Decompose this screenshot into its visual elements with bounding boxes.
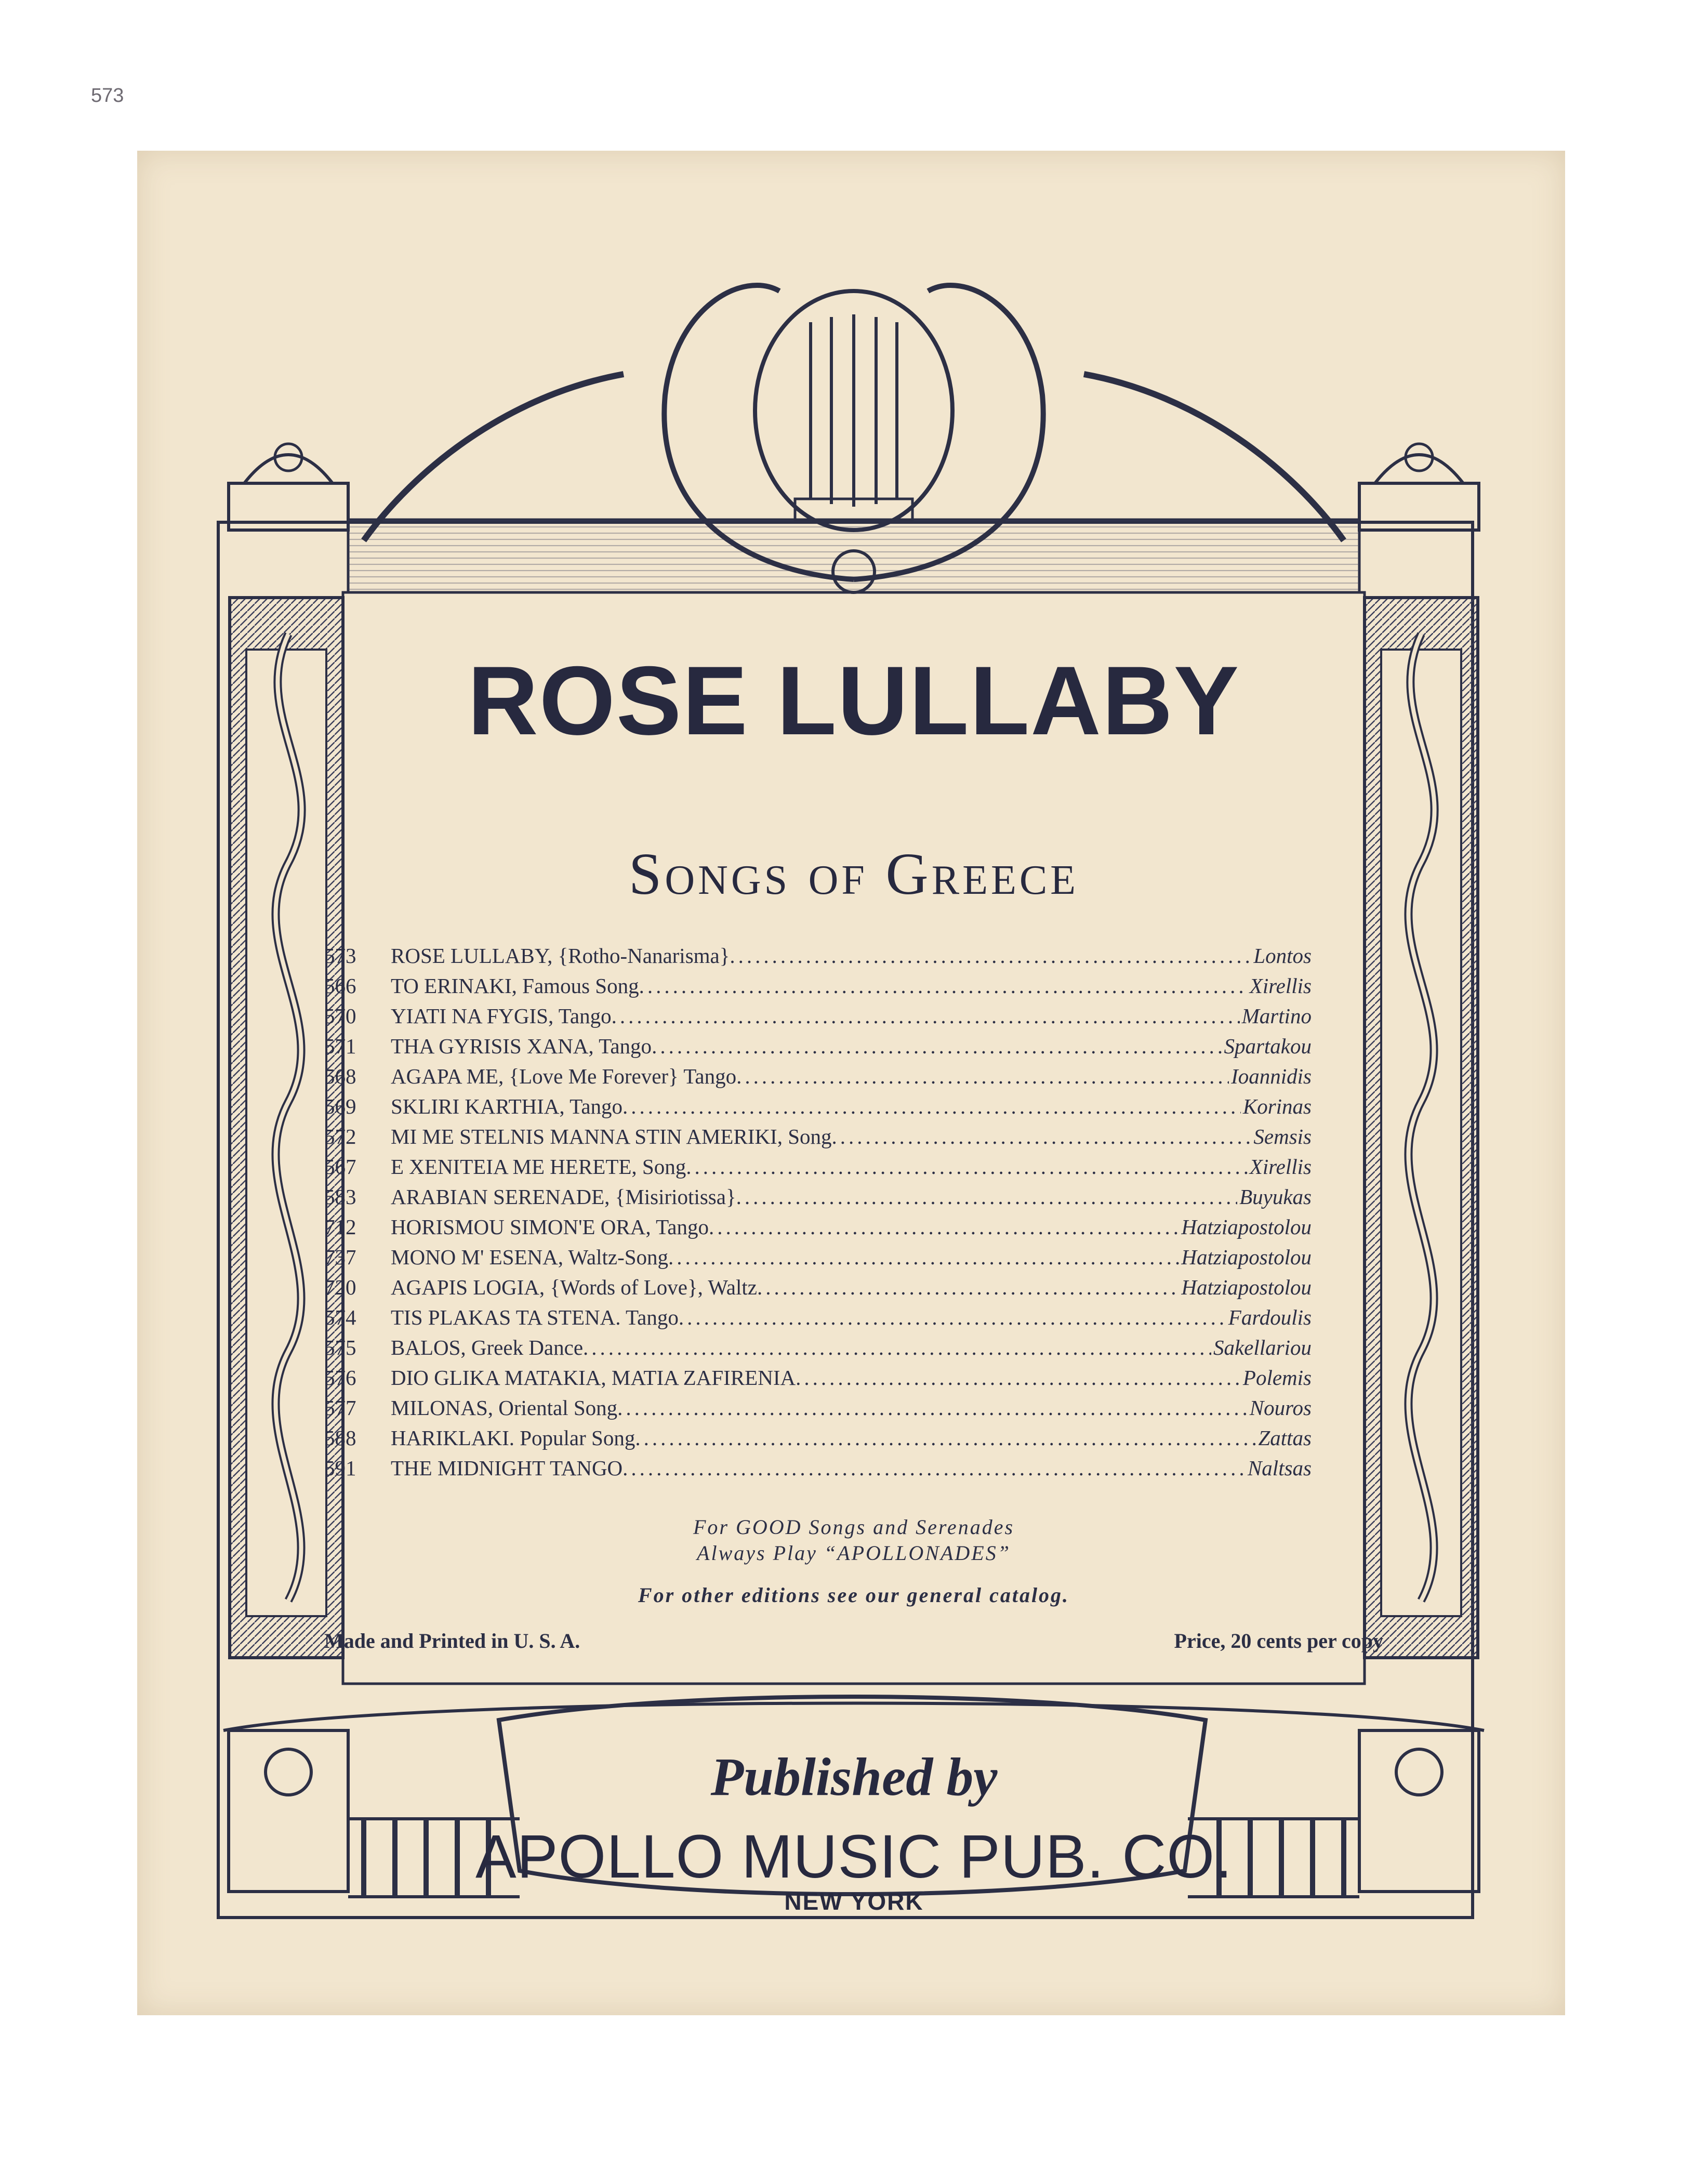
song-title: THA GYRISIS XANA, Tango — [391, 1034, 652, 1058]
catalog-note: For other editions see our general catalog. — [638, 1583, 1070, 1607]
dot-leader — [652, 1031, 1222, 1061]
dot-leader — [583, 1332, 1211, 1363]
song-list-item — [324, 941, 1312, 971]
song-list-item — [324, 1152, 1312, 1182]
song-composer: Xirellis — [1249, 1155, 1312, 1179]
song-composer: Fardoulis — [1228, 1305, 1312, 1329]
song-composer: Zattas — [1258, 1426, 1312, 1450]
song-list-item — [324, 1121, 1312, 1152]
made-in-usa: Made and Printed in U. S. A. — [324, 1629, 580, 1653]
song-title: TIS PLAKAS TA STENA. Tango — [391, 1305, 679, 1329]
song-title: HORISMOU SIMON'E ORA, Tango — [391, 1215, 709, 1239]
song-title: YIATI NA FYGIS, Tango — [391, 1004, 612, 1028]
song-title: ROSE LULLABY, {Rotho-Nanarisma} — [391, 944, 730, 968]
song-composer: Lontos — [1253, 944, 1312, 968]
dot-leader — [679, 1302, 1226, 1332]
song-list-item — [324, 1453, 1312, 1483]
dot-leader — [639, 971, 1248, 1001]
song-number: 588 — [324, 1426, 356, 1450]
dot-leader — [736, 1061, 1229, 1091]
song-list-item — [324, 1091, 1312, 1121]
dot-leader — [832, 1121, 1252, 1152]
song-number: 568 — [324, 1064, 356, 1088]
song-number: 720 — [324, 1275, 356, 1299]
dot-leader — [617, 1393, 1248, 1423]
song-list — [324, 941, 1312, 1483]
dot-leader — [736, 1182, 1237, 1212]
song-list-item — [324, 1061, 1312, 1091]
song-number: 574 — [324, 1305, 356, 1329]
song-number: 737 — [324, 1245, 356, 1269]
song-composer: Semsis — [1253, 1125, 1312, 1148]
song-composer: Ioannidis — [1231, 1064, 1312, 1088]
song-composer: Korinas — [1242, 1094, 1312, 1118]
song-title: MILONAS, Oriental Song — [391, 1396, 618, 1420]
song-number: 573 — [324, 944, 356, 968]
song-title: ARABIAN SERENADE, {Misiriotissa} — [391, 1185, 736, 1209]
song-title: HARIKLAKI. Popular Song — [391, 1426, 635, 1450]
song-title: THE MIDNIGHT TANGO — [391, 1456, 623, 1480]
song-title: TO ERINAKI, Famous Song — [391, 974, 639, 998]
song-composer: Nouros — [1249, 1396, 1312, 1420]
song-number: 576 — [324, 1366, 356, 1390]
publisher-city: NEW YORK — [784, 1888, 924, 1915]
song-list-item — [324, 1302, 1312, 1332]
dot-leader — [623, 1453, 1246, 1483]
song-composer: Spartakou — [1224, 1034, 1312, 1058]
song-title: DIO GLIKA MATAKIA, MATIA ZAFIRENIA — [391, 1366, 796, 1390]
page-number: 573 — [91, 85, 124, 107]
tagline-line-2: Always Play “APOLLONADES” — [697, 1541, 1011, 1565]
song-title: MI ME STELNIS MANNA STIN AMERIKI, Song — [391, 1125, 832, 1148]
dot-leader — [709, 1212, 1179, 1242]
dot-leader — [668, 1242, 1179, 1272]
song-number: 571 — [324, 1034, 356, 1058]
song-composer: Xirellis — [1249, 974, 1312, 998]
song-title: E XENITEIA ME HERETE, Song — [391, 1155, 686, 1179]
dot-leader — [686, 1152, 1248, 1182]
song-list-item — [324, 1182, 1312, 1212]
dot-leader — [796, 1363, 1241, 1393]
dot-leader — [730, 941, 1251, 971]
song-number: 583 — [324, 1185, 356, 1209]
song-title: BALOS, Greek Dance — [391, 1336, 584, 1359]
song-composer: Martino — [1241, 1004, 1312, 1028]
song-number: 575 — [324, 1336, 356, 1359]
content-panel — [324, 598, 1383, 1653]
song-number: 570 — [324, 1004, 356, 1028]
song-list-item — [324, 1001, 1312, 1031]
song-title: MONO M' ESENA, Waltz-Song — [391, 1245, 669, 1269]
song-list-item — [324, 1332, 1312, 1363]
series-title: Songs of Greece — [628, 841, 1079, 907]
song-number: 567 — [324, 1155, 356, 1179]
song-composer: Polemis — [1242, 1366, 1312, 1390]
song-list-item — [324, 1423, 1312, 1453]
page-title: ROSE LULLABY — [467, 646, 1240, 755]
song-list-item — [324, 1031, 1312, 1061]
tagline-line-1: For GOOD Songs and Serenades — [693, 1515, 1015, 1539]
song-composer: Hatziapostolou — [1181, 1275, 1312, 1299]
song-list-item — [324, 1212, 1312, 1242]
song-composer: Buyukas — [1239, 1185, 1312, 1209]
song-number: 712 — [324, 1215, 356, 1239]
song-title: AGAPIS LOGIA, {Words of Love}, Waltz — [391, 1275, 757, 1299]
song-number: 572 — [324, 1125, 356, 1148]
song-list-item — [324, 971, 1312, 1001]
dot-leader — [757, 1272, 1179, 1302]
dot-leader — [623, 1091, 1241, 1121]
song-list-item — [324, 1393, 1312, 1423]
song-title: AGAPA ME, {Love Me Forever} Tango — [391, 1064, 737, 1088]
published-by-label: Published by — [710, 1747, 998, 1807]
song-number: 577 — [324, 1396, 356, 1420]
song-composer: Hatziapostolou — [1181, 1215, 1312, 1239]
song-number: 591 — [324, 1456, 356, 1480]
publisher-name: APOLLO MUSIC PUB. CO. — [475, 1822, 1233, 1891]
price-label: Price, 20 cents per copy — [1174, 1629, 1383, 1653]
song-list-item — [324, 1363, 1312, 1393]
song-title: SKLIRI KARTHIA, Tango — [391, 1094, 623, 1118]
song-number: 566 — [324, 974, 356, 998]
song-number: 569 — [324, 1094, 356, 1118]
song-list-item — [324, 1272, 1312, 1302]
song-composer: Hatziapostolou — [1181, 1245, 1312, 1269]
dot-leader — [612, 1001, 1240, 1031]
song-composer: Sakellariou — [1213, 1336, 1312, 1359]
dot-leader — [635, 1423, 1256, 1453]
song-list-item — [324, 1242, 1312, 1272]
song-composer: Naltsas — [1247, 1456, 1312, 1480]
